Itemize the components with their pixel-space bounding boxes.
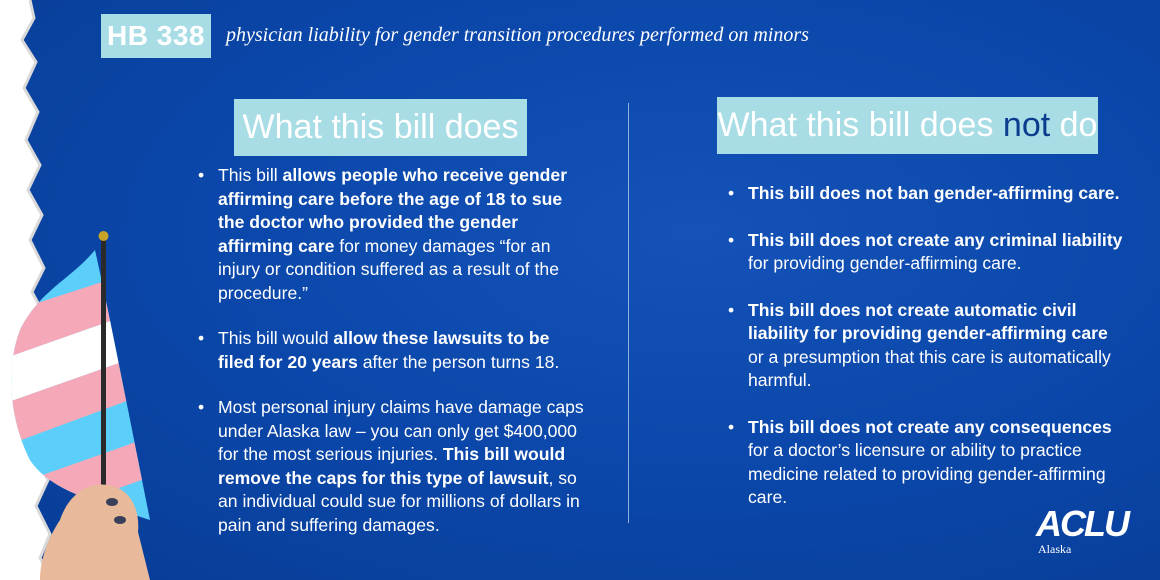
- logo-subtitle: Alaska: [1038, 542, 1072, 556]
- bullet-dot: •: [198, 328, 205, 348]
- bullet-item: [728, 229, 1123, 276]
- bullet-item: [198, 164, 588, 305]
- bullet-text-bold: This bill does not create any consequences: [748, 416, 1112, 437]
- bullet-text: , so an individual could sue for millions of dollars in pain and suffering damages.: [218, 467, 580, 535]
- logo-wordmark: ACLU: [1036, 503, 1128, 544]
- bullet-item: [728, 182, 1123, 206]
- bullet-text: This bill: [218, 165, 283, 185]
- bullet-text-bold: allow these lawsuits to be filed for 20 years: [218, 328, 550, 372]
- column-divider: [628, 103, 629, 523]
- trans-flag-icon: [0, 220, 170, 580]
- bullet-dot: •: [198, 165, 205, 185]
- bill-number-badge: HB 338: [101, 14, 211, 58]
- bullet-dot: •: [728, 299, 735, 320]
- bullet-text: or a presumption that this care is automatically harmful.: [748, 346, 1111, 390]
- aclu-alaska-logo: [1036, 503, 1128, 558]
- right-title-emphasis: not: [1002, 106, 1051, 144]
- right-title-part: do: [1050, 106, 1098, 144]
- bullet-dot: •: [728, 183, 735, 203]
- bullet-text: for providing gender-affirming care.: [748, 253, 1022, 273]
- bullet-item: [198, 396, 588, 537]
- bullet-dot: •: [728, 416, 735, 437]
- bill-subtitle: physician liability for gender transition procedures performed on minors: [226, 24, 809, 46]
- bullet-dot: •: [728, 229, 735, 250]
- bullet-item: [728, 299, 1123, 393]
- right-column-title: [717, 97, 1098, 154]
- bullet-text-bold: This bill does not create automatic civil liability for providing gender-affirming care: [748, 299, 1108, 343]
- bullet-text: after the person turns 18.: [357, 351, 560, 372]
- bullet-item: [198, 327, 588, 374]
- bullet-text: for money damages “for an injury or condition suffered as a result of the procedure.”: [218, 235, 559, 303]
- bullet-text: Most personal injury claims have damage caps under Alaska law – you can only get $400,000 for the most serious injuries.: [218, 397, 584, 464]
- bullet-text: This bill would: [218, 328, 334, 348]
- bullet-text-bold: This bill does not ban gender-affirming care.: [748, 183, 1120, 203]
- left-column-title: What this bill does: [234, 99, 527, 156]
- left-bullet-list: [198, 164, 588, 559]
- bullet-item: [728, 416, 1123, 510]
- right-bullet-list: [728, 182, 1123, 533]
- right-title-part: What this bill does: [717, 106, 1003, 144]
- bullet-text-bold: This bill would remove the caps for this type of lawsuit: [218, 444, 566, 488]
- bullet-text-bold: This bill does not create any criminal liability: [748, 229, 1123, 250]
- bullet-text-bold: allows people who receive gender affirming care before the age of 18 to sue the doctor who provided the gender affirming care: [218, 165, 568, 256]
- bullet-text: for a doctor’s licensure or ability to practice medicine related to providing gender-affirming care.: [748, 440, 1106, 507]
- bullet-dot: •: [198, 397, 205, 417]
